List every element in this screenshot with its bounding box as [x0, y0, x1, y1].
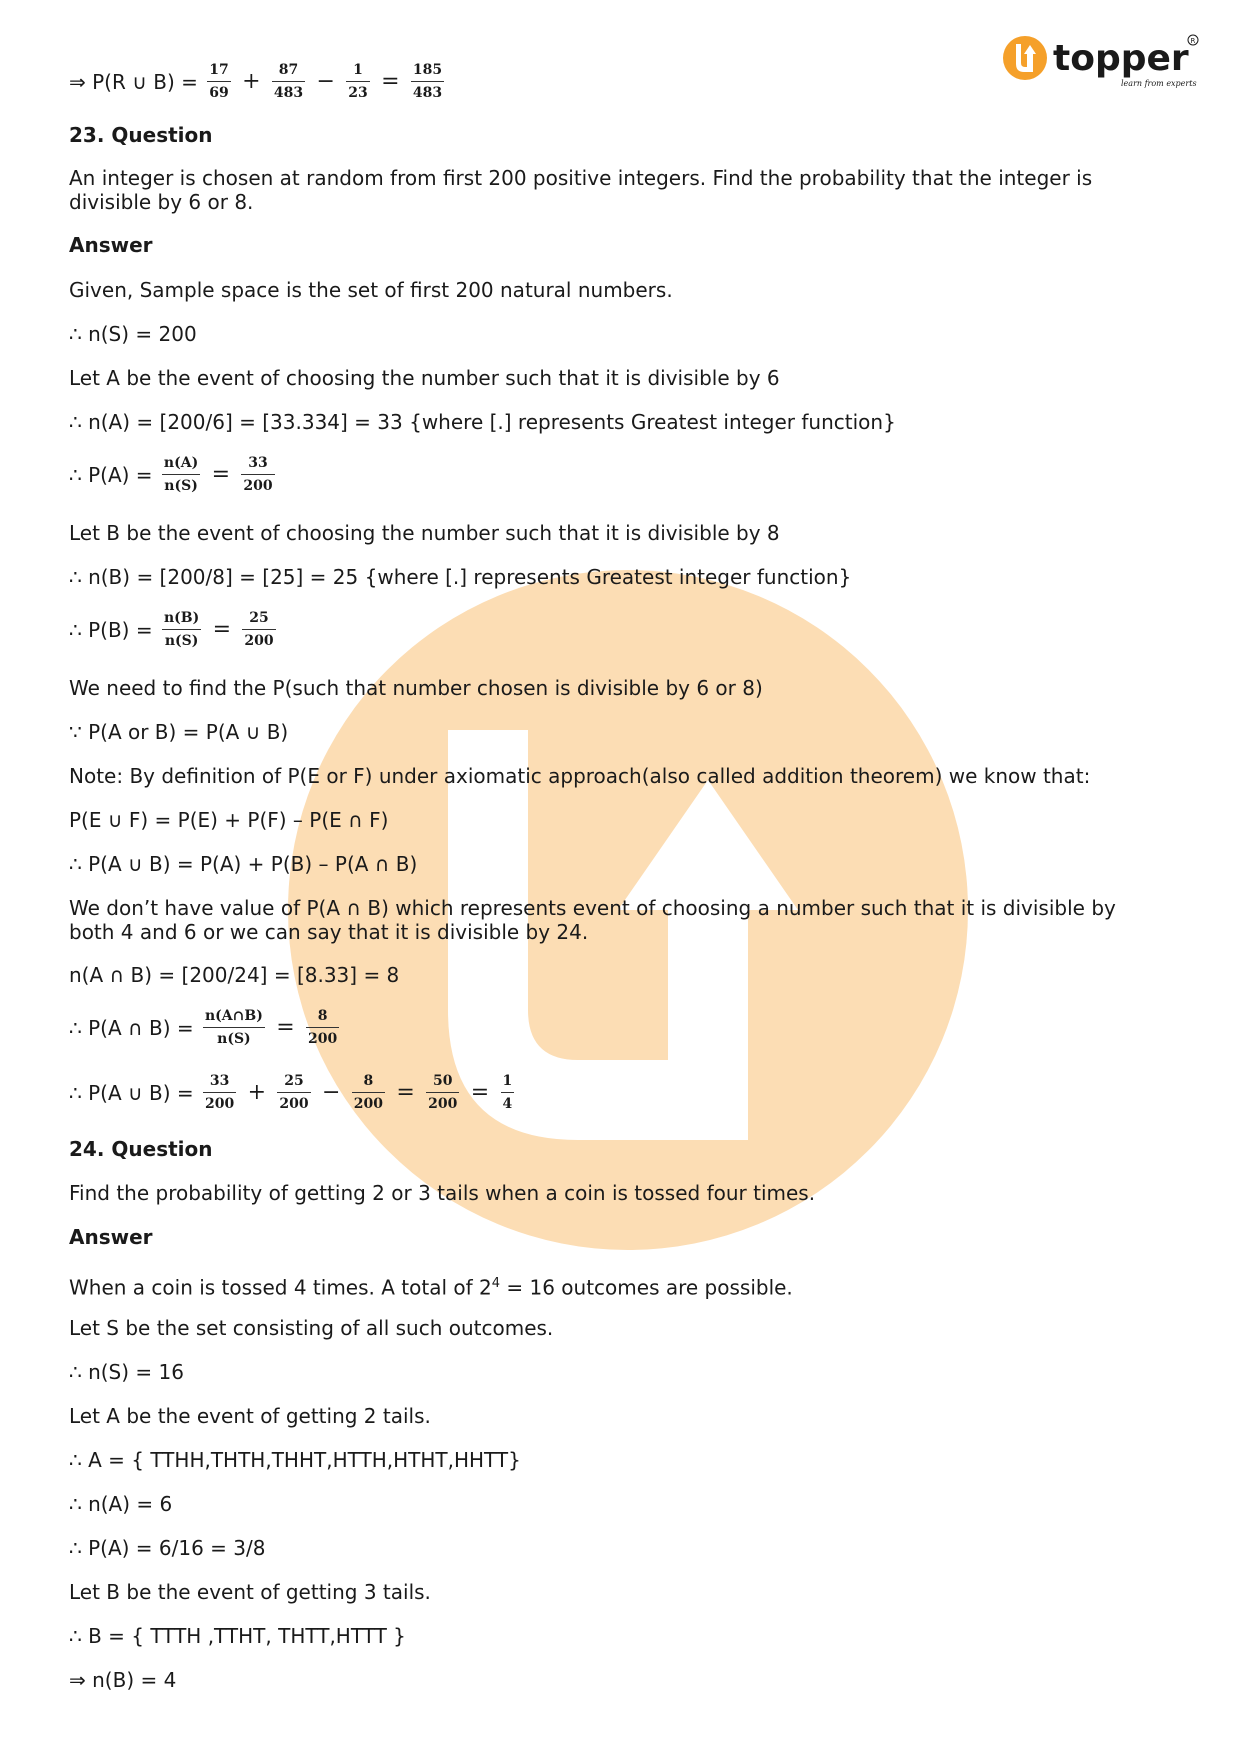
equation-p-r-union-b: ⇒ P(R ∪ B) = $\frac{17}{69}$ + $\frac{87}{483}$ − $\frac{1}{23}$ = $\frac{185}{483}$: [69, 62, 443, 101]
text-line: Let S be the set consisting of all such outcomes.: [69, 1316, 554, 1340]
fraction: $\frac{33}{200}$: [243, 455, 273, 494]
equation-lhs: ∴ P(A ∪ B) =: [69, 1080, 194, 1105]
equation-lhs: ∴ P(B) =: [69, 617, 153, 642]
text-line: Let A be the event of getting 2 tails.: [69, 1404, 431, 1428]
text-line: n(A ∩ B) = [200/24] = [8.33] = 8: [69, 963, 400, 987]
svg-text:learn from experts: learn from experts: [1121, 79, 1197, 88]
fraction: $\frac{1}{23}$: [348, 62, 368, 101]
equation-p-b: ∴ P(B) = $\frac{n(B)}{n(S)}$ = $\frac{25}{200}$: [69, 610, 274, 649]
text-paragraph: We don’t have value of P(A ∩ B) which represents event of choosing a number such that it is divisible by both 4 and 6 or we can say that it is divisible by 24.: [69, 896, 1116, 944]
fraction: $\frac{8}{200}$: [308, 1008, 338, 1047]
answer-heading: Answer: [69, 233, 153, 257]
text-line: Note: By definition of P(E or F) under axiomatic approach(also called addition theorem) we know that:: [69, 764, 1091, 788]
text-line: Let A be the event of choosing the number such that it is divisible by 6: [69, 366, 780, 390]
fraction: $\frac{n(A\cap B)}{n(S)}$: [204, 1008, 263, 1047]
fraction: $\frac{25}{200}$: [279, 1073, 309, 1112]
svg-text:R: R: [1190, 37, 1196, 45]
text-line: We need to find the P(such that number chosen is divisible by 6 or 8): [69, 676, 763, 700]
text-line: ∴ P(A) = 6/16 = 3/8: [69, 1536, 266, 1560]
equation-lhs: ∴ P(A ∩ B) =: [69, 1015, 194, 1040]
fraction: $\frac{33}{200}$: [204, 1073, 235, 1112]
text-line: ∴ n(B) = [200/8] = [25] = 25 {where [.] represents Greatest integer function}: [69, 565, 852, 589]
text-line: Let B be the event of choosing the number such that it is divisible by 8: [69, 521, 780, 545]
fraction: $\frac{17}{69}$: [209, 62, 229, 101]
text-line: ∵ P(A or B) = P(A ∪ B): [69, 720, 289, 744]
fraction: $\frac{1}{4}$: [502, 1073, 513, 1112]
equation-lhs: ⇒ P(R ∪ B) =: [69, 69, 198, 94]
text-line: ∴ n(S) = 16: [69, 1360, 184, 1384]
fraction: $\frac{8}{200}$: [353, 1073, 383, 1112]
text-line: Let B be the event of getting 3 tails.: [69, 1580, 431, 1604]
fraction: $\frac{185}{483}$: [412, 62, 443, 101]
answer-heading: Answer: [69, 1225, 153, 1249]
text-line: ∴ A = { TTHH,THTH,THHT,HTTH,HTHT,HHTT}: [69, 1448, 521, 1472]
equation-p-a-union-b: ∴ P(A ∪ B) = $\frac{33}{200}$ + $\frac{25}{200}$ − $\frac{8}{200}$ = $\frac{50}{200}$ = $\frac{1}{4}$: [69, 1073, 513, 1112]
question-24-heading: 24. Question: [69, 1137, 213, 1161]
equation-p-a: ∴ P(A) = $\frac{n(A)}{n(S)}$ = $\frac{33}{200}$: [69, 455, 273, 494]
text-line: ∴ P(A ∪ B) = P(A) + P(B) – P(A ∩ B): [69, 852, 418, 876]
text-line: ∴ B = { TTTH ,TTHT, THTT,HTTT }: [69, 1624, 406, 1648]
fraction: $\frac{n(B)}{n(S)}$: [163, 610, 200, 649]
text-line: Given, Sample space is the set of first 200 natural numbers.: [69, 278, 673, 302]
question-23-text: An integer is chosen at random from first 200 positive integers. Find the probability that the integer is divisible by 6 or 8.: [69, 166, 1093, 214]
fraction: $\frac{87}{483}$: [273, 62, 304, 101]
text-line: When a coin is tossed 4 times. A total of $2^4 = 16$ outcomes are possible.: [69, 1275, 793, 1300]
equation-p-a-intersect-b: ∴ P(A ∩ B) = $\frac{n(A\cap B)}{n(S)}$ = $\frac{8}{200}$: [69, 1008, 338, 1047]
question-23-heading: 23. Question: [69, 123, 213, 147]
fraction: $\frac{50}{200}$: [428, 1073, 458, 1112]
text-line: ∴ n(A) = [200/6] = [33.334] = 33 {where [.] represents Greatest integer function}: [69, 410, 896, 434]
fraction: $\frac{n(A)}{n(S)}$: [163, 455, 199, 494]
equation-lhs: ∴ P(A) =: [69, 462, 153, 487]
text-line: ∴ n(S) = 200: [69, 322, 197, 346]
text-line: ⇒ n(B) = 4: [69, 1668, 177, 1692]
svg-text:topper: topper: [1053, 38, 1189, 79]
text-line: ∴ n(A) = 6: [69, 1492, 173, 1516]
fraction: $\frac{25}{200}$: [244, 610, 274, 649]
question-24-text: Find the probability of getting 2 or 3 tails when a coin is tossed four times.: [69, 1181, 816, 1205]
text-line: P(E ∪ F) = P(E) + P(F) – P(E ∩ F): [69, 808, 389, 832]
